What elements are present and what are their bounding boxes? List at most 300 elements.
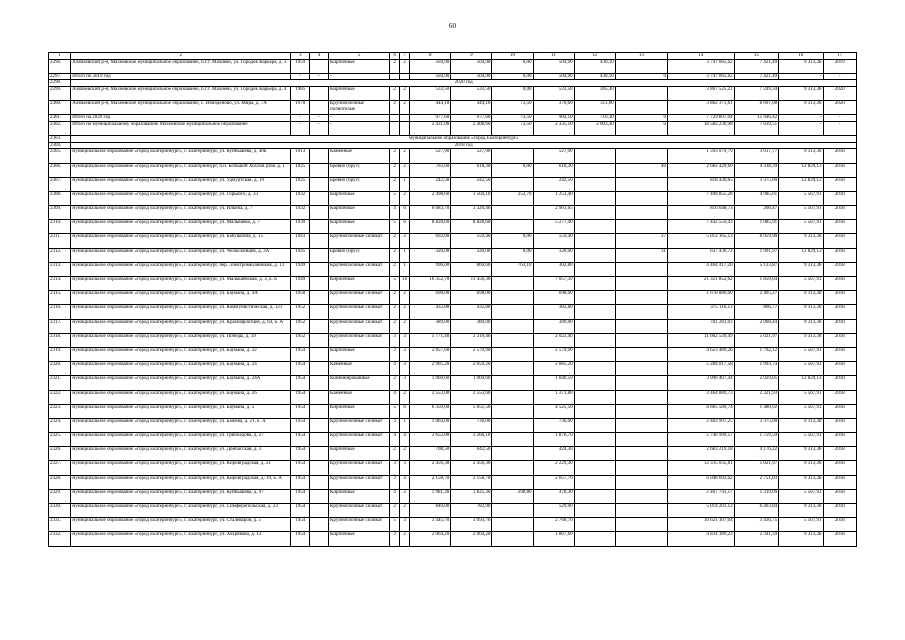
- table-cell: [574, 532, 615, 546]
- table-cell: [574, 390, 615, 404]
- table-cell: 2018: [823, 504, 856, 518]
- table-row: [49, 115, 857, 122]
- table-cell: 1 981,30: [410, 489, 451, 503]
- table-cell: 2019: [823, 59, 856, 73]
- table-cell: 1 859,64: [734, 277, 778, 291]
- table-cell: [615, 390, 667, 404]
- table-cell: [310, 163, 329, 177]
- table-cell: 527,90: [533, 149, 574, 163]
- table-cell: 4 338,39: [734, 163, 778, 177]
- table-cell: 2: [400, 447, 410, 461]
- table-cell: 3 436,75: [734, 518, 778, 532]
- table-cell: 2 579,90: [533, 347, 574, 361]
- table-cell: [310, 376, 329, 390]
- table-cell: Крупноблочные силикат: [329, 333, 390, 347]
- table-cell: 3 266,10: [451, 433, 492, 447]
- table-cell: [574, 504, 615, 518]
- table-cell: муниципальное образование «город Екатеринбург», г. Екатеринбург, ул. Краснофлотцев, д. 64, к. А: [71, 319, 291, 333]
- table-cell: 2 553,00: [410, 390, 451, 404]
- column-number: 8: [410, 53, 451, 60]
- table-cell: 2318.: [49, 333, 71, 347]
- table-cell: 637 430,72: [667, 248, 734, 262]
- page-number: 60: [449, 22, 456, 30]
- table-cell: 424,30: [533, 447, 574, 461]
- table-cell: 996,00: [410, 262, 451, 276]
- table-cell: [574, 234, 615, 248]
- table-cell: 10 621 107,04: [667, 518, 734, 532]
- table-cell: 3 445,70: [410, 518, 451, 532]
- table-cell: [615, 333, 667, 347]
- table-cell: 1 840,59: [533, 376, 574, 390]
- table-cell: 2018: [823, 191, 856, 205]
- table-cell: 2332.: [49, 532, 71, 546]
- table-cell: 5 567,91: [779, 191, 823, 205]
- table-cell: Бревно (брус): [329, 163, 390, 177]
- table-cell: [492, 475, 533, 489]
- table-cell: 2018: [823, 461, 856, 475]
- table-cell: 0,00: [492, 248, 533, 262]
- table-cell: 1 991,97: [734, 248, 778, 262]
- table-cell: 3 017,77: [734, 149, 778, 163]
- table-cell: Итого на 2020 год: [71, 115, 291, 122]
- table-cell: 9 313,38: [779, 234, 823, 248]
- table-cell: 1939: [291, 220, 310, 234]
- table-cell: Кирпичные: [329, 489, 390, 503]
- table-cell: 1 993,74: [734, 362, 778, 376]
- table-cell: 2018: [823, 277, 856, 291]
- table-cell: 8 959,90: [734, 234, 778, 248]
- table-cell: [310, 86, 329, 100]
- table-cell: 2 498,60: [410, 191, 451, 205]
- table-cell: 2328.: [49, 475, 71, 489]
- column-number: 12: [574, 53, 615, 60]
- table-row: [49, 362, 857, 376]
- table-cell: Крупноблочные силикат: [329, 305, 390, 319]
- table-cell: [574, 163, 615, 177]
- table-row: [49, 319, 857, 333]
- table-cell: 4 985,61: [734, 191, 778, 205]
- table-cell: 444,10: [410, 101, 451, 115]
- table-cell: 533,50: [451, 86, 492, 100]
- table-cell: [615, 319, 667, 333]
- table-cell: 3 747 065,62: [667, 73, 734, 80]
- table-cell: 2 483 997,25: [667, 418, 734, 432]
- table-cell: [615, 376, 667, 390]
- table-cell: 5 014 203,12: [667, 504, 734, 518]
- table-cell: 320,00: [533, 248, 574, 262]
- table-cell: 2319.: [49, 347, 71, 361]
- table-cell: 3 464 889,73: [667, 390, 734, 404]
- table-cell: 2 553,60: [451, 390, 492, 404]
- table-cell: муниципальное образование «город Екатеринбург», г. Екатеринбург, ул. Куйбышева, д. 40Б: [71, 149, 291, 163]
- table-cell: 1 251,40: [533, 191, 574, 205]
- table-cell: 4: [400, 475, 410, 489]
- table-cell: 5 567,91: [779, 277, 823, 291]
- table-cell: 2 321,93: [734, 390, 778, 404]
- table-cell: 2 405,27: [734, 291, 778, 305]
- table-cell: 1 825,30: [451, 489, 492, 503]
- table-cell: муниципальное образование «город Екатеринбург», г. Екатеринбург, ул. Куйбышева, д. 97: [71, 489, 291, 503]
- table-cell: 1954: [291, 404, 310, 418]
- table-cell: 73,50: [492, 115, 533, 122]
- table-cell: [310, 333, 329, 347]
- table-cell: 7 249,34: [734, 86, 778, 100]
- table-cell: 6: [400, 220, 410, 234]
- table-cell: 866,77: [734, 305, 778, 319]
- table-cell: [492, 376, 533, 390]
- column-number: 13: [615, 53, 667, 60]
- table-row: [49, 518, 857, 532]
- table-cell: 783,90: [451, 504, 492, 518]
- table-cell: 9 313,38: [779, 504, 823, 518]
- table-cell: 1949: [291, 277, 310, 291]
- column-number: 2: [71, 53, 291, 60]
- table-cell: 1954: [291, 532, 310, 546]
- table-cell: муниципальное образование «город Екатеринбург», г. Екатеринбург, ул. Баумана, д. 4А: [71, 291, 291, 305]
- table-cell: [492, 504, 533, 518]
- table-cell: муниципальное образование «город Екатеринбург», г. Екатеринбург, ул. Кировградская, д. 19, к. А: [71, 475, 291, 489]
- table-cell: [310, 390, 329, 404]
- table-cell: [615, 475, 667, 489]
- table-cell: [615, 305, 667, 319]
- table-cell: 2: [390, 149, 400, 163]
- table-cell: -: [291, 121, 310, 135]
- table-cell: 5 021,97: [734, 461, 778, 475]
- table-cell: [574, 447, 615, 461]
- table-cell: 4: [400, 433, 410, 447]
- section-row: [49, 80, 857, 87]
- table-cell: [615, 262, 667, 276]
- table-cell: Кирпичные: [329, 191, 390, 205]
- table-cell: 3: [390, 475, 400, 489]
- table-cell: [615, 404, 667, 418]
- table-cell: 642,50: [451, 447, 492, 461]
- table-cell: 2: [390, 291, 400, 305]
- table-cell: [310, 234, 329, 248]
- table-cell: 2316.: [49, 305, 71, 319]
- table-cell: 504,90: [533, 59, 574, 73]
- table-cell: 3 867 525,21: [667, 86, 734, 100]
- table-cell: [615, 206, 667, 220]
- table-cell: 7 639,51: [734, 121, 778, 135]
- table-cell: 1954: [291, 376, 310, 390]
- table-cell: [574, 291, 615, 305]
- table-cell: 2315.: [49, 291, 71, 305]
- table-cell: 432,80: [410, 305, 451, 319]
- table-cell: 31: [615, 248, 667, 262]
- table-cell: 692,60: [410, 234, 451, 248]
- table-cell: муниципальное образование «город Екатеринбург», г. Екатеринбург, ул. Баумана, д. 5: [71, 404, 291, 418]
- table-cell: 2: [400, 390, 410, 404]
- table-cell: [310, 475, 329, 489]
- table-cell: [492, 206, 533, 220]
- table-cell: Крупноблочные силикат: [329, 291, 390, 305]
- table-cell: 3: [400, 376, 410, 390]
- table-cell: 3: [390, 532, 400, 546]
- table-cell: [574, 347, 615, 361]
- table-cell: Итого по 2019 год: [71, 73, 291, 80]
- table-cell: 698,00: [410, 291, 451, 305]
- table-row: [49, 390, 857, 404]
- table-row: [49, 101, 857, 115]
- table-cell: 9 313,38: [779, 447, 823, 461]
- table-cell: 618,30: [533, 163, 574, 177]
- table-cell: 305,30: [574, 86, 615, 100]
- table-cell: [310, 489, 329, 503]
- table-cell: 5 851,50: [451, 404, 492, 418]
- table-cell: 1: [400, 262, 410, 276]
- table-cell: 1932: [291, 191, 310, 205]
- table-cell: [310, 291, 329, 305]
- table-cell: 3 375,00: [734, 177, 778, 191]
- table-cell: [574, 333, 615, 347]
- table-cell: 1 678 880,00: [667, 291, 734, 305]
- table-cell: 1954: [291, 461, 310, 475]
- table-cell: -: [779, 73, 823, 80]
- table-cell: -: [310, 115, 329, 122]
- table-cell: 3 996 407,44: [667, 376, 734, 390]
- table-cell: [615, 86, 667, 100]
- table-cell: 1 969,60: [451, 376, 492, 390]
- table-cell: 1949: [291, 262, 310, 276]
- table-cell: муниципальное образование «город Екатеринбург», г. Екатеринбург, пер. Электромеханичков, д. 13: [71, 262, 291, 276]
- table-cell: 2307.: [49, 177, 71, 191]
- table-cell: 1954: [291, 433, 310, 447]
- table-cell: 1 867,60: [533, 532, 574, 546]
- table-cell: [310, 220, 329, 234]
- table-cell: 2: [390, 376, 400, 390]
- table-cell: [492, 404, 533, 418]
- table-cell: [615, 220, 667, 234]
- table-cell: 2 961,65: [533, 206, 574, 220]
- table-cell: 1 480,92: [734, 404, 778, 418]
- table-cell: 2018: [823, 390, 856, 404]
- table-cell: Крупноблочные силикат: [329, 461, 390, 475]
- table-cell: 1959: [291, 59, 310, 73]
- column-number: 17: [823, 53, 856, 60]
- table-cell: 2 310,40: [451, 333, 492, 347]
- table-cell: 2018: [823, 262, 856, 276]
- table-cell: 2 158,70: [410, 475, 451, 489]
- table-cell: [615, 532, 667, 546]
- table-cell: Аляпаевский р-н, Махнёвское муниципальное образование, п.г.т. Махнёво, ул. Городок Карьера, д. 3: [71, 59, 291, 73]
- table-cell: 5 567,91: [779, 206, 823, 220]
- table-cell: [615, 433, 667, 447]
- table-cell: 5 567,91: [779, 362, 823, 376]
- table-row: [49, 489, 857, 503]
- table-cell: 3 320,40: [451, 206, 492, 220]
- table-cell: 3: [400, 347, 410, 361]
- table-cell: 3 747 065,62: [667, 59, 734, 73]
- table-cell: 12 829,13: [779, 376, 823, 390]
- table-cell: муниципальное образование «город Екатеринбург», г. Екатеринбург, ул. Бажова, д. 21, к. А: [71, 418, 291, 432]
- table-cell: 2301.: [49, 115, 71, 122]
- table-cell: 3: [400, 362, 410, 376]
- table-cell: 2 579,90: [451, 347, 492, 361]
- table-cell: 3: [390, 461, 400, 475]
- table-cell: 2 857,60: [410, 347, 451, 361]
- table-cell: Бревно (брус): [329, 248, 390, 262]
- table-cell: 311,00: [574, 101, 615, 115]
- table-cell: 818 436,65: [667, 177, 734, 191]
- table-cell: Аляпаевский р-н, Махнёвское муниципальное образование, с. Измоденово, ул. Мира, д. 7А: [71, 101, 291, 115]
- table-cell: муниципальное образование «город Екатеринбург», г. Екатеринбург, ул. Симферопольская, д. 23: [71, 504, 291, 518]
- table-cell: 2317.: [49, 319, 71, 333]
- table-cell: 9 313,38: [779, 262, 823, 276]
- table-cell: 1954: [291, 475, 310, 489]
- table-cell: 504,90: [533, 73, 574, 80]
- table-row: [49, 418, 857, 432]
- table-cell: 298,80: [492, 489, 533, 503]
- table-cell: 4: [390, 433, 400, 447]
- table-cell: [492, 149, 533, 163]
- table-cell: [492, 418, 533, 432]
- table-cell: 3 375,00: [734, 418, 778, 432]
- table-cell: [574, 418, 615, 432]
- table-cell: 559,40: [533, 234, 574, 248]
- table-cell: 9 313,38: [779, 418, 823, 432]
- table-cell: 2018: [823, 532, 856, 546]
- section-heading: 2018 год: [71, 142, 857, 149]
- table-cell: 4 834 189,23: [667, 532, 734, 546]
- table-cell: 5: [390, 277, 400, 291]
- table-cell: 2306.: [49, 163, 71, 177]
- table-cell: 6: [400, 404, 410, 418]
- table-cell: 6 048 693,62: [667, 475, 734, 489]
- table-cell: 2020: [823, 86, 856, 100]
- table-cell: 5: [390, 404, 400, 418]
- table-cell: 2299.: [49, 86, 71, 100]
- table-cell: [615, 489, 667, 503]
- table-cell: 708,50: [410, 447, 451, 461]
- table-cell: 2: [390, 305, 400, 319]
- table-cell: 2311.: [49, 234, 71, 248]
- table-cell: 9 313,38: [779, 532, 823, 546]
- table-cell: [310, 305, 329, 319]
- table-cell: 2 768,70: [533, 518, 574, 532]
- table-cell: 2018: [823, 248, 856, 262]
- table-cell: 2 085,20: [533, 362, 574, 376]
- table-cell: [310, 277, 329, 291]
- table-cell: 1 504,10: [451, 191, 492, 205]
- table-cell: 2018: [823, 362, 856, 376]
- table-cell: 2018: [823, 234, 856, 248]
- table-cell: 389,00: [533, 319, 574, 333]
- table-cell: [310, 319, 329, 333]
- table-cell: 1 969,60: [410, 376, 451, 390]
- table-cell: [492, 518, 533, 532]
- table-cell: 2018: [823, 489, 856, 503]
- table-cell: 2020: [823, 101, 856, 115]
- table-cell: 2: [400, 234, 410, 248]
- table-cell: 2: [390, 504, 400, 518]
- table-cell: 3: [390, 333, 400, 347]
- table-cell: 2: [390, 248, 400, 262]
- table-cell: 2330.: [49, 504, 71, 518]
- table-cell: 2: [400, 489, 410, 503]
- table-cell: [574, 489, 615, 503]
- table-cell: 1913: [291, 149, 310, 163]
- table-cell: муниципальное образование «город Екатеринбург», г. Екатеринбург, ул. Горького, д. 33: [71, 191, 291, 205]
- table-cell: 2: [390, 234, 400, 248]
- table-cell: 6 350,60: [410, 404, 451, 418]
- column-number: 15: [734, 53, 778, 60]
- table-cell: 2 022,40: [533, 333, 574, 347]
- table-cell: -: [310, 73, 329, 80]
- table-cell: Кирпичные: [329, 86, 390, 100]
- table-row: [49, 504, 857, 518]
- table-cell: -: [310, 121, 329, 135]
- table-cell: 1954: [291, 447, 310, 461]
- table-cell: 1950: [291, 291, 310, 305]
- table-cell: 840,00: [410, 504, 451, 518]
- table-cell: 2314.: [49, 277, 71, 291]
- column-number-row: [49, 53, 857, 60]
- table-cell: [492, 177, 533, 191]
- table-cell: 1970: [291, 101, 310, 115]
- table-cell: 27: [615, 234, 667, 248]
- table-cell: 375 116,13: [667, 305, 734, 319]
- table-cell: [615, 101, 667, 115]
- table-cell: муниципальное образование «город Екатеринбург», г. Екатеринбург, ул. Хохрякова, д. 12: [71, 532, 291, 546]
- table-cell: [615, 504, 667, 518]
- table-cell: Кирпичные: [329, 206, 390, 220]
- table-cell: 2018: [823, 220, 856, 234]
- table-cell: муниципальное образование «город Екатеринбург», г. Екатеринбург, ул. Бабушкина, д. 15: [71, 234, 291, 248]
- table-cell: 2322.: [49, 390, 71, 404]
- table-cell: Комбинированные: [329, 376, 390, 390]
- table-cell: Крупноблочные силикат: [329, 319, 390, 333]
- table-cell: -: [823, 73, 856, 80]
- table-cell: Кирпичные: [329, 532, 390, 546]
- table-cell: 0,00: [492, 163, 533, 177]
- table-cell: 2 408,60: [451, 121, 492, 135]
- table-cell: 3: [390, 347, 400, 361]
- table-cell: муниципальное образование «город Екатеринбург», г. Екатеринбург, ул. Кировградская, д. 21: [71, 461, 291, 475]
- table-cell: 2327.: [49, 461, 71, 475]
- table-cell: [615, 461, 667, 475]
- table-cell: 16 352,70: [410, 277, 451, 291]
- table-cell: 6 683,70: [410, 206, 451, 220]
- table-cell: 9 313,38: [779, 305, 823, 319]
- table-cell: 529,00: [533, 504, 574, 518]
- table-cell: 1 085,91: [734, 220, 778, 234]
- table-cell: [574, 177, 615, 191]
- table-cell: [574, 475, 615, 489]
- table-cell: 2 683 219,18: [667, 447, 734, 461]
- table-cell: 2: [400, 86, 410, 100]
- table-cell: 5 277,40: [533, 220, 574, 234]
- table-cell: 3: [400, 518, 410, 532]
- table-cell: 2313.: [49, 262, 71, 276]
- table-row: [49, 121, 857, 135]
- table-cell: 1 759,59: [734, 433, 778, 447]
- table-cell: [310, 404, 329, 418]
- table-cell: [310, 59, 329, 73]
- table-cell: 1 876,70: [533, 433, 574, 447]
- table-cell: 2 229,30: [533, 461, 574, 475]
- table-cell: 2: [400, 291, 410, 305]
- table-cell: 1: [400, 248, 410, 262]
- column-number: 6: [390, 53, 400, 60]
- table-cell: 1952: [291, 333, 310, 347]
- table-cell: 4: [390, 390, 400, 404]
- table-cell: 3: [390, 418, 400, 432]
- table-cell: муниципальное образование «город Екатеринбург», г. Екатеринбург, ул. Малышевская, д. 3, к. Б: [71, 277, 291, 291]
- table-row: [49, 347, 857, 361]
- table-cell: 2018: [823, 447, 856, 461]
- table-cell: 2 335,10: [533, 121, 574, 135]
